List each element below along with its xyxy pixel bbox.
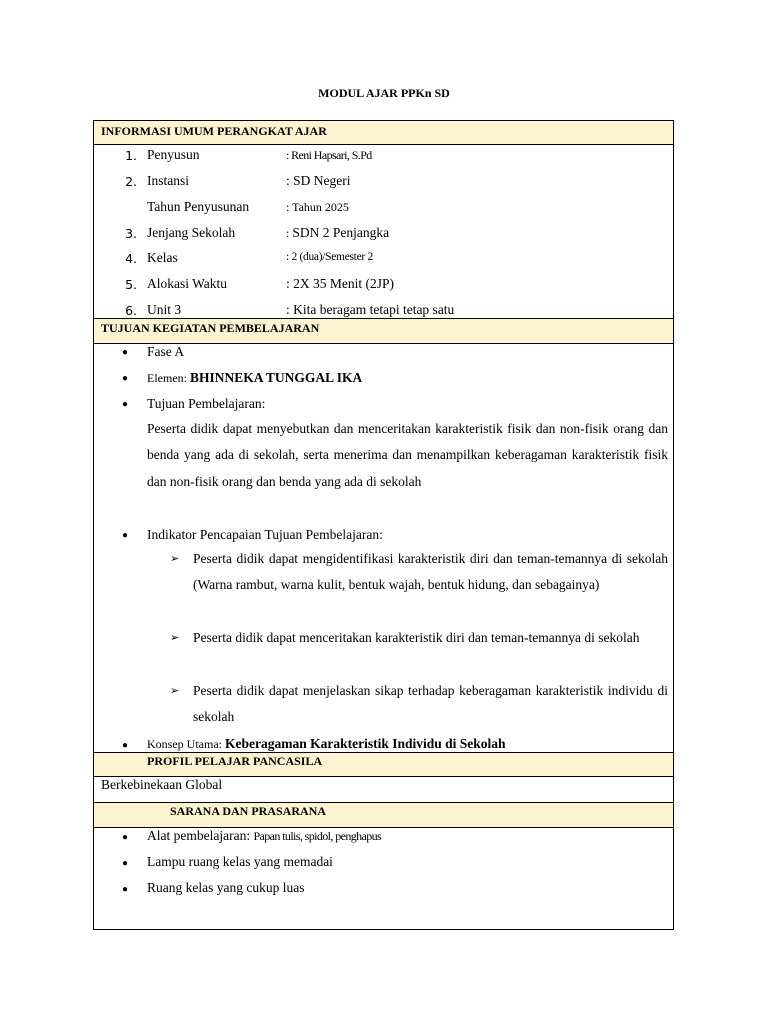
document-title: MODUL AJAR PPKn SD bbox=[318, 86, 450, 100]
item-label: Kelas bbox=[147, 250, 178, 265]
profil-header bbox=[93, 752, 674, 777]
bullet-icon: ● bbox=[122, 530, 129, 541]
fase: Fase A bbox=[147, 344, 185, 359]
alat-pembelajaran: Alat pembelajaran: Papan tulis, spidol, penghapus bbox=[147, 828, 382, 843]
informasi-header bbox=[93, 120, 674, 145]
bullet-icon: ● bbox=[122, 347, 129, 358]
indikator-label: Indikator Pencapaian Tujuan Pembelajaran: bbox=[147, 527, 383, 542]
sarana-item: Lampu ruang kelas yang memadai bbox=[147, 854, 333, 869]
sarana-header bbox=[93, 802, 674, 828]
item-label: Unit 3 bbox=[147, 302, 182, 317]
item-value: : SDN 2 Penjangka bbox=[286, 225, 390, 240]
bullet-icon: ● bbox=[122, 858, 129, 869]
tujuan-header-label: TUJUAN KEGIATAN PEMBELAJARAN bbox=[101, 321, 320, 335]
arrow-bullet-icon: ➢ bbox=[170, 631, 180, 644]
indikator-item: Peserta didik dapat menjelaskan sikap terhadap keberagaman karakteristik individu di sekolah bbox=[193, 683, 668, 725]
indikator-item: Peserta didik dapat mengidentifikasi karakteristik diri dan teman-temannya di sekolah (Warna rambut, warna kulit, bentuk wajah, bentuk hidung, dan sebagainya) bbox=[193, 551, 668, 593]
tujuan-header bbox=[93, 318, 674, 344]
item-number: 5. bbox=[125, 277, 137, 292]
profil-header-label: PROFIL PELAJAR PANCASILA bbox=[147, 754, 323, 768]
informasi-header-label: INFORMASI UMUM PERANGKAT AJAR bbox=[101, 124, 327, 138]
item-label: Jenjang Sekolah bbox=[147, 225, 236, 240]
bullet-icon: ● bbox=[122, 832, 129, 843]
bullet-icon: ● bbox=[122, 884, 129, 895]
item-value: : 2X 35 Menit (2JP) bbox=[286, 276, 394, 291]
item-label: Tahun Penyusunan bbox=[147, 199, 250, 214]
bullet-icon: ● bbox=[122, 740, 129, 751]
profil-value: Berkebinekaan Global bbox=[101, 777, 223, 792]
item-number: 2. bbox=[125, 174, 137, 189]
sarana-header-label: SARANA DAN PRASARANA bbox=[170, 804, 327, 818]
item-number: 6. bbox=[125, 303, 137, 318]
arrow-bullet-icon: ➢ bbox=[170, 552, 180, 565]
item-value: : Kita beragam tetapi tetap satu bbox=[286, 302, 455, 317]
bullet-icon: ● bbox=[122, 373, 129, 384]
bullet-icon: ● bbox=[122, 399, 129, 410]
item-label: Alokasi Waktu bbox=[147, 276, 228, 291]
indikator-item: Peserta didik dapat menceritakan karakteristik diri dan teman-temannya di sekolah bbox=[193, 630, 640, 645]
item-value: : Reni Hapsari, S.Pd bbox=[286, 148, 372, 162]
item-label: Instansi bbox=[147, 173, 189, 188]
tujuan-text: Peserta didik dapat menyebutkan dan menceritakan karakteristik fisik dan non-fisik orang dan benda yang ada di sekolah, serta menerima dan menampilkan keberagaman karakteristik fisik dan non-fisik orang dan benda yang ada di sekolah bbox=[147, 421, 668, 489]
item-value: : Tahun 2025 bbox=[286, 200, 349, 214]
item-value: : SD Negeri bbox=[286, 173, 351, 188]
arrow-bullet-icon: ➢ bbox=[170, 684, 180, 697]
item-number: 1. bbox=[125, 148, 137, 163]
elemen: Elemen: BHINNEKA TUNGGAL IKA bbox=[147, 370, 363, 385]
sarana-item: Ruang kelas yang cukup luas bbox=[147, 880, 305, 895]
item-value: : 2 (dua)/Semester 2 bbox=[286, 251, 373, 263]
item-number: 4. bbox=[125, 251, 137, 266]
tujuan-label: Tujuan Pembelajaran: bbox=[147, 396, 266, 411]
item-number: 3. bbox=[125, 226, 137, 241]
item-label: Penyusun bbox=[147, 147, 200, 162]
konsep-utama: Konsep Utama: Keberagaman Karakteristik Individu di Sekolah bbox=[147, 736, 506, 751]
